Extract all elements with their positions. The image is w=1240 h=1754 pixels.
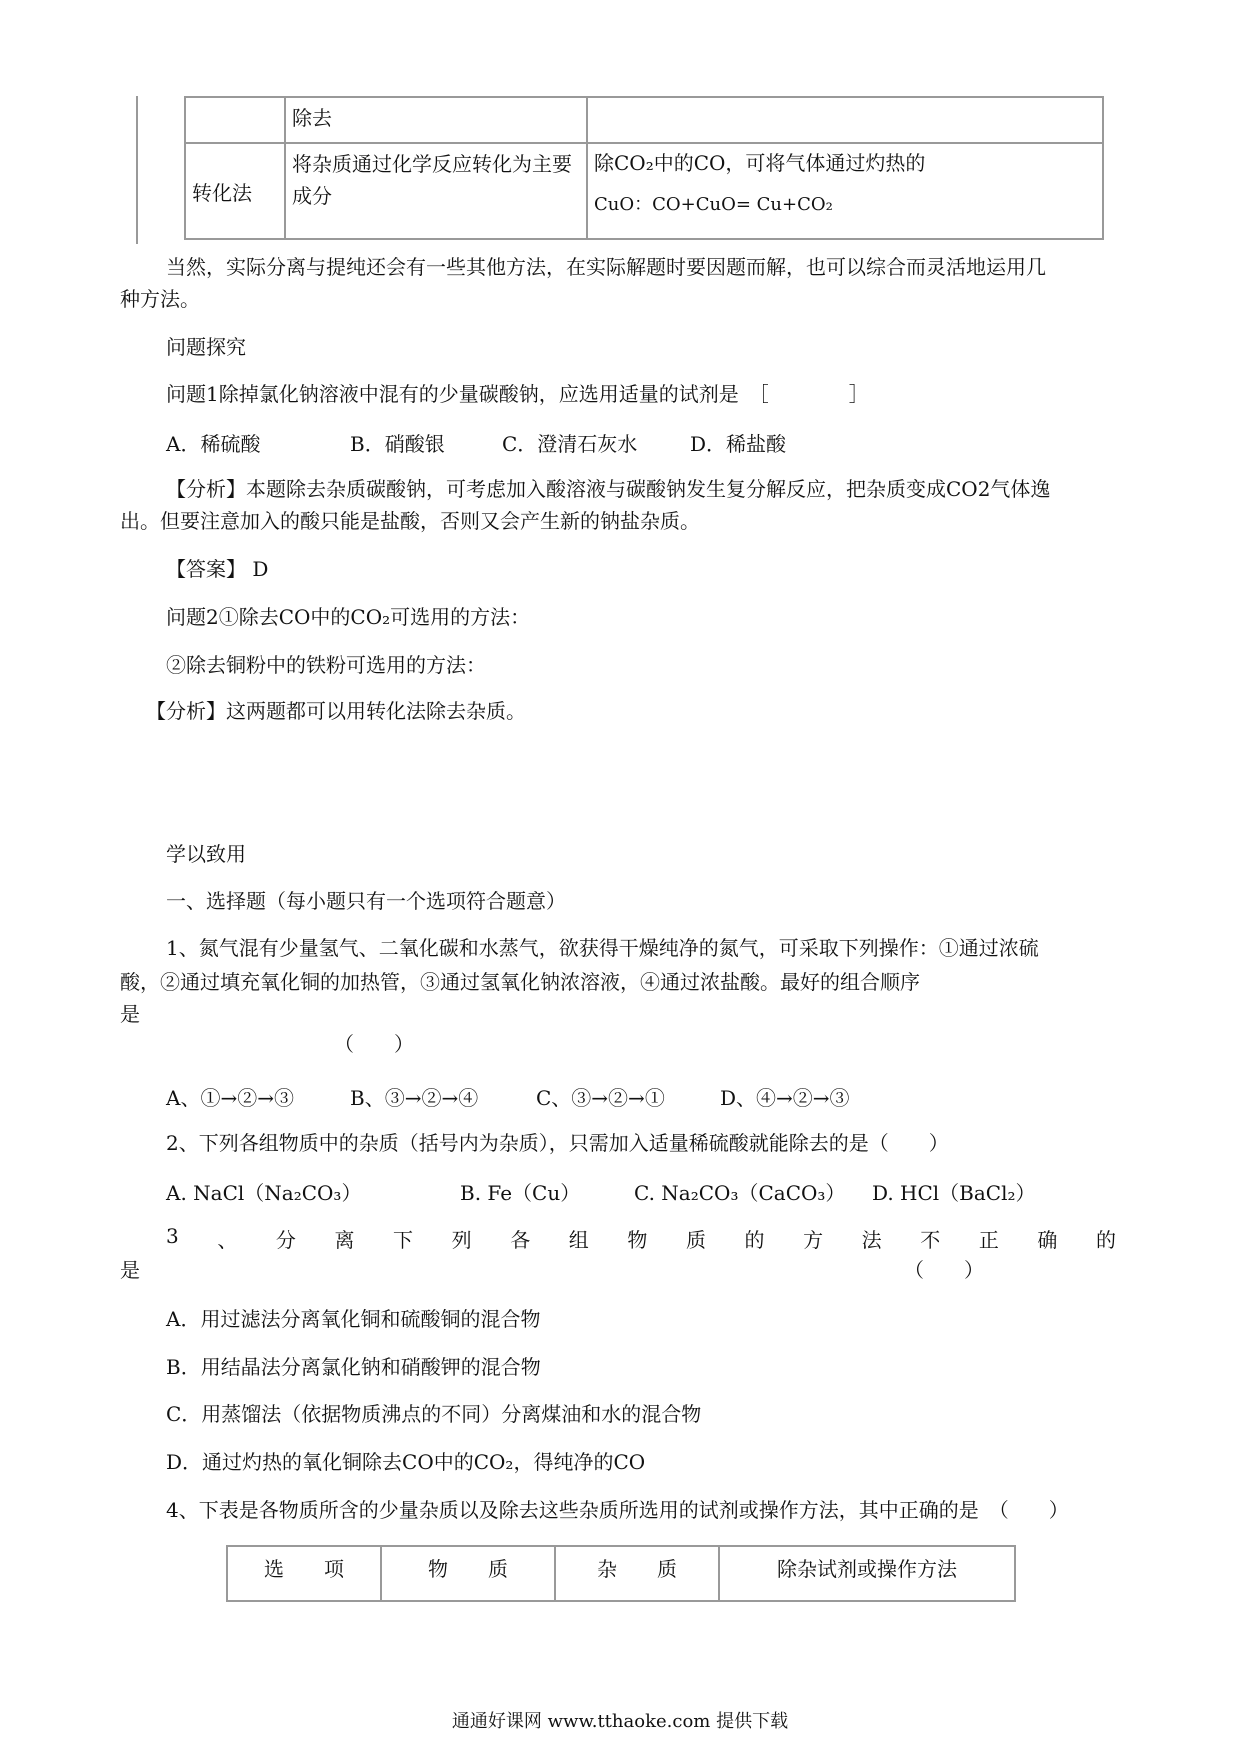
table-cell — [185, 97, 285, 143]
table-header-row — [227, 1546, 1015, 1601]
exercise-line: 是 — [120, 1258, 140, 1282]
char: 各 — [510, 1228, 531, 1252]
table-row — [185, 143, 1103, 239]
exercise-line: 酸，②通过填充氧化铜的加热管，③通过氢氧化钠浓溶液，④通过浓盐酸。最好的组合顺序 — [120, 970, 920, 994]
column-header: 除杂试剂或操作方法 — [719, 1546, 1015, 1601]
analysis-line: 【分析】这两题都可以用转化法除去杂质。 — [146, 699, 526, 723]
option-b: B、③→②→④ — [350, 1086, 479, 1110]
option-b: B．硝酸银 — [350, 432, 445, 456]
method-example-cell — [587, 143, 1103, 239]
option-c: C．用蒸馏法（依据物质沸点的不同）分离煤油和水的混合物 — [166, 1402, 702, 1426]
option-a: A. NaCl（Na₂CO₃） — [166, 1181, 362, 1205]
char: 下 — [393, 1228, 414, 1252]
char: 方 — [803, 1228, 824, 1252]
option-a: A．稀硫酸 — [166, 432, 261, 456]
option-a: A、①→②→③ — [166, 1086, 294, 1110]
section-heading: 问题探究 — [166, 335, 246, 359]
answer-bracket: （ ） — [904, 1258, 984, 1282]
char: 的 — [1095, 1228, 1116, 1252]
char: 组 — [568, 1228, 589, 1252]
char: 正 — [978, 1228, 999, 1252]
option-a: A．用过滤法分离氧化铜和硫酸铜的混合物 — [166, 1307, 541, 1331]
section-heading: 学以致用 — [166, 842, 246, 866]
option-d: D、④→②→③ — [720, 1086, 850, 1110]
method-name-cell: 转化法 — [185, 143, 285, 239]
table-cell — [587, 97, 1103, 143]
option-c: C．澄清石灰水 — [502, 432, 638, 456]
paragraph-line: 当然，实际分离与提纯还会有一些其他方法，在实际解题时要因题而解，也可以综合而灵活地运用几 — [166, 255, 1046, 279]
option-d: D. HCl（BaCl₂） — [872, 1181, 1036, 1205]
option-c: C、③→②→① — [536, 1086, 665, 1110]
option-d: D．通过灼热的氧化铜除去CO中的CO₂，得纯净的CO — [166, 1450, 646, 1474]
answer-bracket: （ ） — [334, 1032, 414, 1056]
question-stem: 问题1除掉氯化钠溶液中混有的少量碳酸钠，应选用适量的试剂是 ［ ］ — [166, 382, 869, 406]
example-equation: CuO：CO+CuO= Cu+CO₂ — [594, 194, 833, 215]
option-d: D．稀盐酸 — [690, 432, 787, 456]
question-stem: ②除去铜粉中的铁粉可选用的方法： — [166, 653, 486, 677]
char: 的 — [744, 1228, 765, 1252]
question-stem: 问题2①除去CO中的CO₂可选用的方法： — [166, 605, 531, 629]
char: 分 — [275, 1228, 296, 1252]
answer-line: 【答案】 D — [166, 557, 269, 581]
column-header: 杂 质 — [555, 1546, 719, 1601]
method-desc-cell: 将杂质通过化学反应转化为主要成分 — [285, 143, 587, 239]
char: 、 — [217, 1228, 238, 1252]
char: 不 — [920, 1228, 941, 1252]
char: 质 — [685, 1228, 706, 1252]
example-line: 除CO₂中的CO，可将气体通过灼热的 — [594, 151, 926, 175]
char: 离 — [334, 1228, 355, 1252]
column-header: 选 项 — [227, 1546, 381, 1601]
option-b: B．用结晶法分离氯化钠和硝酸钾的混合物 — [166, 1355, 541, 1379]
exercise-line: 2、下列各组物质中的杂质（括号内为杂质），只需加入适量稀硫酸就能除去的是（ ） — [166, 1131, 949, 1155]
table-outer-border — [136, 96, 186, 244]
section-heading: 一、选择题（每小题只有一个选项符合题意） — [166, 889, 566, 913]
analysis-line: 【分析】本题除去杂质碳酸钠，可考虑加入酸溶液与碳酸钠发生复分解反应，把杂质变成CO2气体逸 — [166, 477, 1051, 501]
method-table — [184, 96, 1104, 240]
exercise-line: 4、下表是各物质所含的少量杂质以及除去这些杂质所选用的试剂或操作方法，其中正确的是 （ ） — [166, 1498, 1069, 1522]
exercise-line: 是 — [120, 1002, 140, 1026]
char: 列 — [451, 1228, 472, 1252]
exercise-line-justified — [166, 1224, 1116, 1253]
char: 物 — [627, 1228, 648, 1252]
impurity-table — [226, 1545, 1016, 1602]
exercise-line: 1、氮气混有少量氢气、二氧化碳和水蒸气，欲获得干燥纯净的氮气，可采取下列操作：①通过浓硫 — [166, 936, 1039, 960]
option-b: B. Fe（Cu） — [460, 1181, 581, 1205]
option-c: C. Na₂CO₃（CaCO₃） — [634, 1181, 846, 1205]
char: 3 — [166, 1224, 179, 1248]
paragraph-line: 种方法。 — [120, 287, 200, 311]
page-footer: 通通好课网 www.tthaoke.com 提供下载 — [451, 1711, 789, 1732]
char: 确 — [1037, 1228, 1058, 1252]
char: 法 — [861, 1228, 882, 1252]
table-cell: 除去 — [285, 97, 587, 143]
analysis-line: 出。但要注意加入的酸只能是盐酸，否则又会产生新的钠盐杂质。 — [120, 509, 700, 533]
table-row — [185, 97, 1103, 143]
column-header: 物 质 — [381, 1546, 555, 1601]
